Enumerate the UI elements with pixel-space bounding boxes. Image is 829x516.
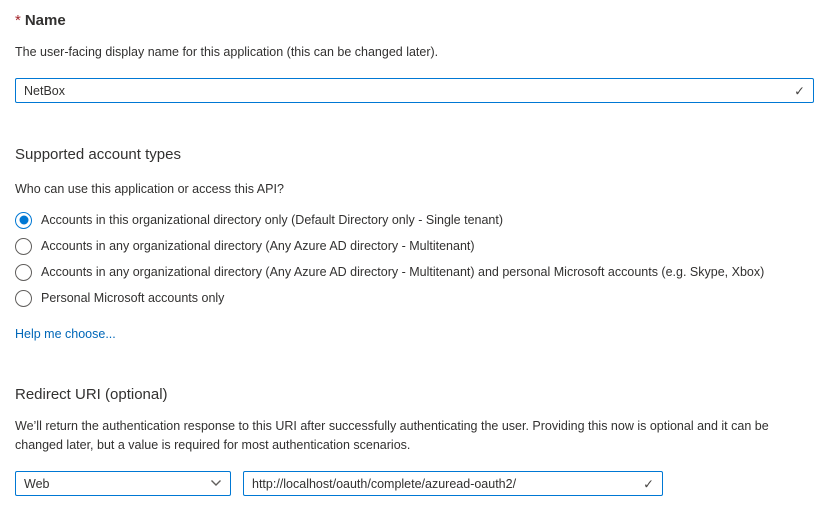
required-marker: * — [15, 12, 21, 29]
radio-option-label: Personal Microsoft accounts only — [41, 291, 225, 305]
radio-option-single-tenant[interactable] — [15, 207, 814, 233]
radio-option-label: Accounts in any organizational directory (Any Azure AD directory - Multitenant) — [41, 239, 475, 253]
radio-icon[interactable] — [15, 290, 32, 307]
supported-account-types-heading: Supported account types — [15, 146, 181, 163]
redirect-uri-heading: Redirect URI (optional) — [15, 386, 168, 403]
radio-option-personal-only[interactable] — [15, 285, 814, 311]
name-input[interactable] — [15, 78, 814, 103]
name-input-wrap — [15, 78, 814, 103]
name-field-label — [15, 12, 814, 29]
radio-option-label: Accounts in any organizational directory (Any Azure AD directory - Multitenant) and personal Microsoft accounts (e.g. Skype, Xbox) — [41, 265, 765, 279]
platform-select[interactable] — [15, 471, 231, 496]
checkmark-icon: ✓ — [794, 83, 805, 98]
redirect-uri-description: We’ll return the authentication response to this URI after successfully authenticating the user. Providing this now is optional and it can be changed later, but a value is required for most authentication scenarios. — [15, 419, 769, 452]
platform-select-value: Web — [24, 476, 50, 491]
radio-icon[interactable] — [15, 238, 32, 255]
account-types-question: Who can use this application or access this API? — [15, 182, 284, 196]
redirect-uri-input[interactable] — [243, 471, 663, 496]
account-types-radio-group — [15, 207, 814, 311]
redirect-uri-row — [15, 471, 814, 496]
checkmark-icon: ✓ — [643, 476, 654, 491]
help-me-choose-link[interactable]: Help me choose... — [15, 327, 116, 341]
radio-option-label: Accounts in this organizational directory only (Default Directory only - Single tenant) — [41, 213, 504, 227]
radio-icon[interactable] — [15, 264, 32, 281]
name-label-text: Name — [24, 12, 66, 29]
radio-option-multitenant-personal[interactable] — [15, 259, 814, 285]
name-field-description: The user-facing display name for this application (this can be changed later). — [15, 45, 439, 59]
redirect-uri-input-wrap — [243, 471, 663, 496]
radio-option-multitenant[interactable] — [15, 233, 814, 259]
chevron-down-icon — [209, 475, 223, 492]
radio-icon[interactable] — [15, 212, 32, 229]
